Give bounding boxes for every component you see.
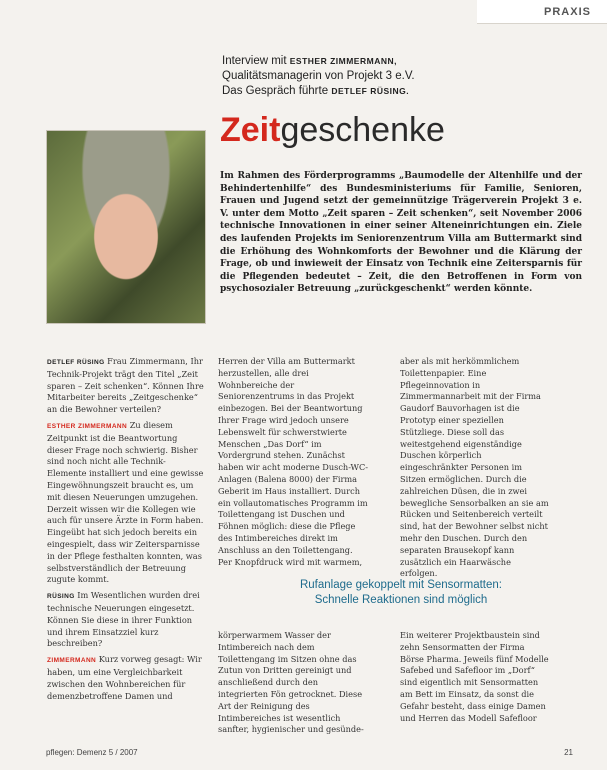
interview-paragraph <box>47 590 205 650</box>
intro-line2: Qualitätsmanagerin von Projekt 3 e.V. <box>222 70 415 82</box>
speaker-text: Kurz vorweg gesagt: Wir haben, um eine Vergleichbarkeit zwischen den Wohnbereichen für demenzbetroffene Damen und <box>47 654 202 701</box>
intro-line1-prefix: Interview mit <box>222 55 290 67</box>
subheading <box>220 578 582 608</box>
article-title <box>220 110 445 150</box>
intro-interviewer-name: DETLEF RÜSING. <box>331 86 410 96</box>
speaker-text: Frau Zimmermann, Ihr Technik-Projekt trägt den Titel „Zeit sparen – Zeit schenken“. Können Ihre Mitarbeiter bereits „Zeitgeschenke“ an die Bewohner verteilen? <box>47 356 204 415</box>
speaker-name: DETLEF RÜSING <box>47 359 105 366</box>
footer-publication: pflegen: Demenz 5 / 2007 <box>46 748 138 757</box>
interview-paragraph <box>47 356 205 416</box>
interview-intro <box>222 54 582 99</box>
title-highlight: Zeit <box>220 111 281 149</box>
column-3-top: aber als mit herkömmlichem Toilettenpapier. Eine Pflegeinnovation in Zimmermannarbeit mit der Firma Gaudorf Bauvorhagen ist die Prototyp einer speziellen Stützliege. Diese soll das weitestgehend eigenständige Duschen körperlich eingeschränkter Personen im Sitzen ermöglichen. Durch die zahlreichen Düsen, die in zwei bewegliche Sensorbalken an sie am Rücken und Seitenbereich verteilt sind, hat der Bewohner selbst nicht mehr den Duschen. Durch den separaten Brausekopf kann zusätzlich ein Haarwäsche erfolgen. <box>400 356 549 579</box>
lead-paragraph: Im Rahmen des Förderprogramms „Baumodelle der Altenhilfe und der Behindertenhilfe“ des Bundesministeriums für Familie, Senioren, Frauen und Jugend setzt der gemeinnützige Trägerverein Projekt 3 e. V. unter dem Motto „Zeit sparen – Zeit schenken“, seit November 2006 technische Innovationen in einer seiner Alteneinrichtungen ein. Ziele des laufenden Projekts im Seniorenzentrum Villa am Buttermarkt sind die Erhöhung des Wohnkomforts der Bewohner und die Klärung der Frage, ob und inwieweit der Einsatz von Technik eine Zeitersparnis für die Pflegenden bedeutet – Zeit, die den Betroffenen in Form von psychosozialer Betreuung „zurückgeschenkt“ werden könnte. <box>220 171 582 295</box>
speaker-text: Zu diesem Zeitpunkt ist die Beantwortung dieser Frage noch schwierig. Bisher sind noch nicht alle Technik-Elemente installiert und eine gewisse Eingewöhnungszeit braucht es, um mit diesen Neuerungen umzugehen. Derzeit wissen wir die Kollegen wie auch für unsere Ärzte in Form haben. Eingeübt hat sich jedoch bereits ein eingespielt, dass wir Zeitersparnisse in der Pflege festhalten konnten, was selbstverständlich der Betreuung zugute kommt. <box>47 419 204 585</box>
subheading-line2: Schnelle Reaktionen sind möglich <box>314 594 488 606</box>
interview-paragraph <box>47 420 205 586</box>
interview-paragraph <box>47 654 205 702</box>
speaker-name: RÜSING <box>47 593 75 601</box>
section-tag: PRAXIS <box>477 0 607 24</box>
speaker-name: ESTHER ZIMMERMANN <box>47 422 128 430</box>
column-2-bottom: körperwarmem Wasser der Intimbereich nach dem Toilettengang im Sitzen ohne das Zutun von Dritten gereinigt und anschließend durch den integrierten Fön getrocknet. Diese Art der Reinigung des Intimbereiches ist wesentlich sanfter, hygienischer und gesünde- <box>218 630 364 735</box>
page-number: 21 <box>564 748 573 757</box>
column-3-bottom: Ein weiterer Projektbaustein sind zehn Sensormatten der Firma Börse Pharma. Jeweils fünf Modelle Safebed und Safefloor im „Dorf“ sind eigentlich mit Sensormatten am Bett im Einsatz, da sonst die Gefahr besteht, dass einige Damen und Herren das Modell Safefloor <box>400 630 549 723</box>
title-rest: geschenke <box>280 111 445 149</box>
portrait-photo <box>46 130 206 324</box>
speaker-text: Im Wesentlichen wurden drei technische Neuerungen eingesetzt. Können Sie diese in ihrer Funktion und ihrem Einsatzziel kurz beschreiben? <box>47 590 200 649</box>
column-2-top: Herren der Villa am Buttermarkt herzustellen, alle drei Wohnbereiche der Seniorenzentrums in das Projekt einbezogen. Bei der Beantwortung Ihrer Frage wird jedoch unsere Lebenswelt für schwerstwierte Menschen „Das Dorf“ im Vordergrund stehen. Zunächst haben wir acht moderne Dusch-WC-Anlagen (Balena 8000) der Firma Geberit im Haus installiert. Durch ein vollautomatisches Programm im Toilettengang ist Duschen und Föhnen möglich: diese die Pflege des Intimbereiches direkt im Anschluss an den Toilettengang. Per Knopfdruck wird mit warmem, <box>218 356 368 567</box>
intro-interviewee-name: ESTHER ZIMMERMANN, <box>289 56 397 66</box>
subheading-line1: Rufanlage gekoppelt mit Sensormatten: <box>299 579 502 591</box>
speaker-name: ZIMMERMANN <box>47 657 97 665</box>
intro-line3-prefix: Das Gespräch führte <box>222 85 332 97</box>
column-1 <box>47 356 205 706</box>
